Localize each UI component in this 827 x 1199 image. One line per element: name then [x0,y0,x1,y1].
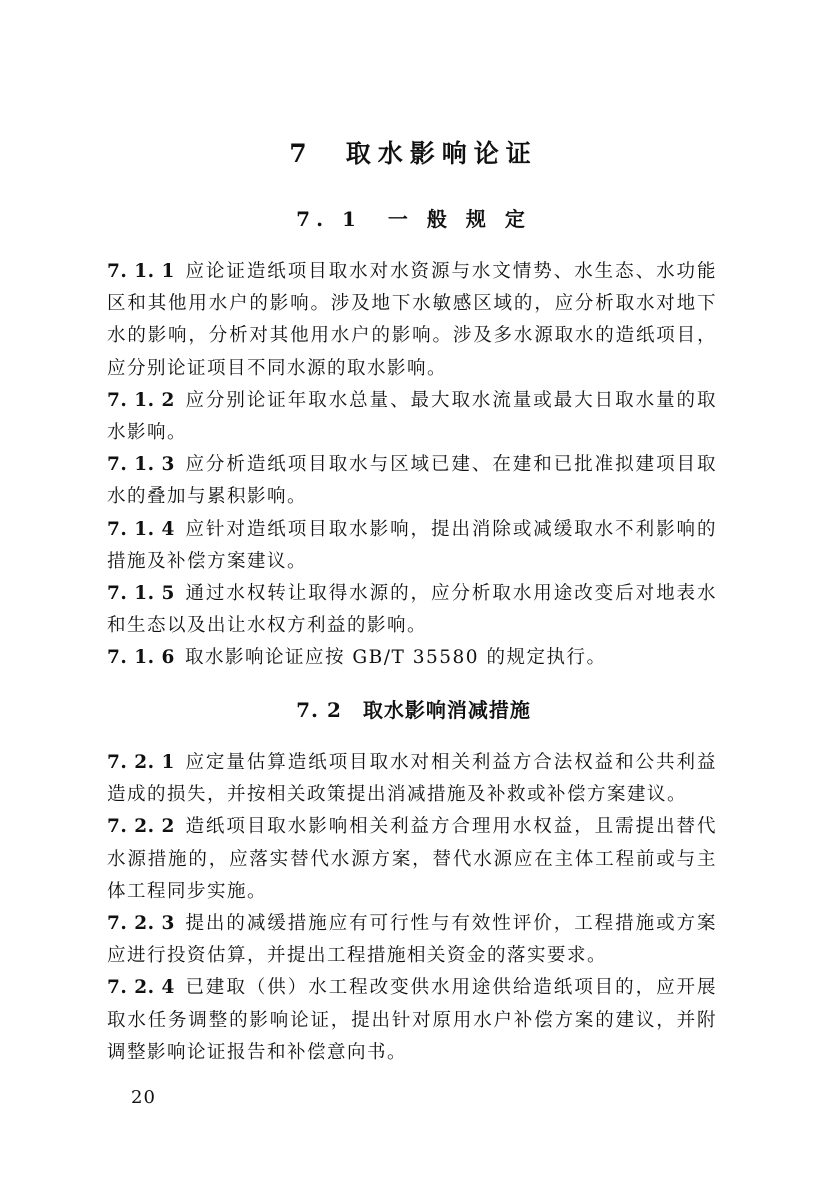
clause-7-2-1 [107,747,717,811]
clause-7-1-4 [107,514,717,578]
clause-7-1-6 [107,642,717,674]
clause-number: 7. 2. 4 [107,977,175,999]
section-title-general-provisions: 7. 1 一 般 规 定 [296,207,531,231]
clause-text: 造纸项目取水影响相关利益方合理用水权益，且需提出替代水源措施的，应落实替代水源方案，替代水源应在主体工程前或与主体工程同步实施。 [107,816,717,902]
clause-number: 7. 2. 3 [107,913,175,935]
page-number: 20 [131,1087,156,1108]
clause-number: 7. 1. 1 [107,261,175,282]
clause-number: 7. 1. 3 [107,454,175,476]
clause-text: 应定量估算造纸项目取水对相关利益方合法权益和公共利益造成的损失，并按相关政策提出消减措施及补救或补偿方案建议。 [107,752,717,806]
section-title-mitigation-measures: 7. 2 取水影响消减措施 [296,698,531,722]
clause-7-1-2 [107,385,717,449]
section-7-1-body [107,256,717,675]
clause-number: 7. 2. 2 [107,816,175,838]
clause-text: 通过水权转让取得水源的，应分析取水用途改变后对地表水和生态以及出让水权方利益的影响。 [107,583,717,637]
clause-number: 7. 1. 5 [107,583,175,605]
chapter-title: 7 取水影响论证 [289,139,538,168]
clause-number: 7. 1. 2 [107,389,175,411]
clause-7-2-3 [107,908,717,972]
clause-7-1-5 [107,578,717,642]
clause-number: 7. 2. 1 [107,752,175,773]
clause-7-1-3 [107,449,717,513]
clause-7-2-4 [107,972,717,1069]
clause-text: 应分析造纸项目取水与区域已建、在建和已批准拟建项目取水的叠加与累积影响。 [107,454,717,508]
clause-7-2-2 [107,811,717,908]
clause-text: 取水影响论证应按 GB/T 35580 的规定执行。 [185,647,607,669]
clause-text: 已建取（供）水工程改变供水用途供给造纸项目的，应开展取水任务调整的影响论证，提出针对原用水户补偿方案的建议，并附调整影响论证报告和补偿意向书。 [107,977,717,1063]
clause-number: 7. 1. 6 [107,647,175,669]
clause-7-1-1 [107,256,717,385]
clause-number: 7. 1. 4 [107,518,175,540]
clause-text: 提出的减缓措施应有可行性与有效性评价，工程措施或方案应进行投资估算，并提出工程措施相关资金的落实要求。 [107,913,717,967]
clause-text: 应针对造纸项目取水影响，提出消除或减缓取水不利影响的措施及补偿方案建议。 [107,518,717,572]
section-7-2-body [107,747,717,1069]
clause-text: 应分别论证年取水总量、最大取水流量或最大日取水量的取水影响。 [107,389,717,444]
clause-text: 应论证造纸项目取水对水资源与水文情势、水生态、水功能区和其他用水户的影响。涉及地下水敏感区域的，应分析取水对地下水的影响，分析对其他用水户的影响。涉及多水源取水的造纸项目，应分别论证项目不同水源的取水影响。 [107,261,717,379]
